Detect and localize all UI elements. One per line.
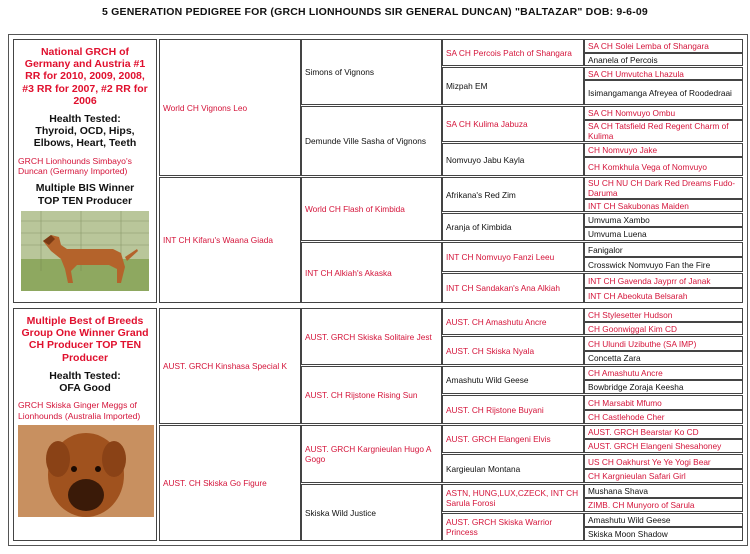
pedigree-table	[8, 34, 748, 546]
dam-health-title: Health Tested:	[49, 369, 121, 382]
gen2-cell: World CH Vignons Leo	[159, 39, 301, 176]
gen5-cell: CH Marsabit Mfumo	[584, 395, 743, 410]
sire-awards: Multiple BIS Winner	[35, 182, 135, 195]
gen5-cell: CH Amashutu Ancre	[584, 366, 743, 380]
sire-health-title: Health Tested:	[49, 113, 121, 126]
gen5-cell: Amashutu Wild Geese	[584, 513, 743, 527]
gen5-cell: Fanigalor	[584, 242, 743, 257]
sire-health-tests: Thyroid, OCD, Hips, Elbows, Heart, Teeth	[33, 125, 137, 150]
dam-achievements: Multiple Best of Breeds Group One Winner Grand CH Producer TOP TEN Producer	[21, 315, 149, 364]
gen4-cell: INT CH Nomvuyo Fanzi Leeu	[442, 242, 584, 272]
sire-producer: TOP TEN Producer	[37, 194, 133, 207]
gen5-cell: SA CH Nomvuyo Ombu	[584, 106, 743, 120]
gen5-cell: Umvuma Luena	[584, 227, 743, 241]
gen5-cell: CH Goonwiggal Kim CD	[584, 322, 743, 335]
gen5-cell: CH Kargnieulan Safari Girl	[584, 469, 743, 483]
gen3-cell: World CH Flash of Kimbida	[301, 177, 442, 241]
gen5-cell: Skiska Moon Shadow	[584, 527, 743, 541]
gen5-cell: CH Stylesetter Hudson	[584, 308, 743, 322]
gen5-cell: SA CH Solei Lemba of Shangara	[584, 39, 743, 53]
gen5-cell: AUST. GRCH Bearstar Ko CD	[584, 425, 743, 439]
gen5-cell: SA CH Tatsfield Red Regent Charm of Kulima	[584, 120, 743, 142]
gen3-cell: Demunde Ville Sasha of Vignons	[301, 106, 442, 176]
page-title: 5 GENERATION PEDIGREE FOR (GRCH LIONHOUNDS SIR GENERAL DUNCAN) "BALTAZAR" DOB: 9-6-09	[102, 6, 648, 18]
gen5-cell: Concetta Zara	[584, 351, 743, 365]
sire-name: GRCH Lionhounds Simbayo's Duncan (Germany Imported)	[18, 155, 132, 177]
gen5-cell: Mushana Shava	[584, 484, 743, 498]
dam-health-tests: OFA Good	[59, 382, 111, 395]
gen5-cell: SA CH Umvutcha Lhazula	[584, 67, 743, 80]
gen5-cell: CH Castlehode Cher	[584, 410, 743, 424]
gen4-cell: Nomvuyo Jabu Kayla	[442, 143, 584, 176]
gen5-cell: Crosswick Nomvuyo Fan the Fire	[584, 257, 743, 272]
gen3-cell: AUST. GRCH Skiska Solitaire Jest	[301, 308, 442, 365]
gen4-cell: SA CH Percois Patch of Shangara	[442, 39, 584, 66]
sire-photo	[21, 211, 149, 291]
gen2-cell: AUST. GRCH Kinshasa Special K	[159, 308, 301, 424]
gen5-cell: Isimangamanga Afreyea of Roodedraai	[584, 80, 743, 105]
dam-photo	[18, 425, 154, 517]
gen5-cell: ZIMB. CH Munyoro of Sarula	[584, 498, 743, 512]
gen5-cell: SU CH NU CH Dark Red Dreams Fudo-Daruma	[584, 177, 743, 199]
gen5-cell: INT CH Abeokuta Belsarah	[584, 288, 743, 303]
gen5-cell: US CH Oakhurst Ye Ye Yogi Bear	[584, 454, 743, 469]
gen5-cell: Ananela of Percois	[584, 53, 743, 66]
dam-name: GRCH Skiska Ginger Meggs of Lionhounds (Australia Imported)	[18, 400, 141, 421]
gen3-cell: Simons of Vignons	[301, 39, 442, 105]
gen5-cell: Bowbridge Zoraja Keesha	[584, 380, 743, 394]
sire-achievements: National GRCH of Germany and Austria #1 RR for 2010, 2009, 2008, #3 RR for 2007, #2 RR for 2006	[22, 46, 148, 107]
gen5-cell: INT CH Gavenda Jayprr of Janak	[584, 273, 743, 288]
gen2-cell: INT CH Kifaru's Waana Giada	[159, 177, 301, 303]
gen4-cell: AUST. CH Skiska Nyala	[442, 336, 584, 365]
gen5-cell: Umvuma Xambo	[584, 213, 743, 227]
gen4-cell: INT CH Sandakan's Ana Alkiah	[442, 273, 584, 303]
gen4-cell: AUST. GRCH Elangeni Elvis	[442, 425, 584, 453]
gen4-cell: AUST. CH Amashutu Ancre	[442, 308, 584, 335]
gen4-cell: Afrikana's Red Zim	[442, 177, 584, 212]
gen4-cell: SA CH Kulima Jabuza	[442, 106, 584, 142]
gen4-cell: ASTN, HUNG,LUX,CZECK, INT CH Sarula Forosi	[442, 484, 584, 512]
gen3-cell: AUST. GRCH Kargnieulan Hugo A Gogo	[301, 425, 442, 483]
sire-cell	[13, 39, 157, 303]
dam-cell	[13, 308, 157, 541]
gen4-cell: Amashutu Wild Geese	[442, 366, 584, 394]
gen5-cell: CH Komkhula Vega of Nomvuyo	[584, 157, 743, 176]
gen3-cell: Skiska Wild Justice	[301, 484, 442, 541]
gen5-cell: AUST. GRCH Elangeni Shesahoney	[584, 439, 743, 453]
gen4-cell: AUST. CH Rijstone Buyani	[442, 395, 584, 424]
gen5-cell: INT CH Sakubonas Maiden	[584, 199, 743, 212]
gen5-cell: CH Nomvuyo Jake	[584, 143, 743, 157]
gen2-cell: AUST. CH Skiska Go Figure	[159, 425, 301, 541]
gen3-cell: INT CH Alkiah's Akaska	[301, 242, 442, 303]
gen4-cell: Aranja of Kimbida	[442, 213, 584, 241]
gen5-cell: CH Ulundi Uzibuthe (SA IMP)	[584, 336, 743, 351]
gen4-cell: Kargieulan Montana	[442, 454, 584, 483]
gen4-cell: AUST. GRCH Skiska Warrior Princess	[442, 513, 584, 541]
gen4-cell: Mizpah EM	[442, 67, 584, 105]
gen3-cell: AUST. CH Rijstone Rising Sun	[301, 366, 442, 424]
